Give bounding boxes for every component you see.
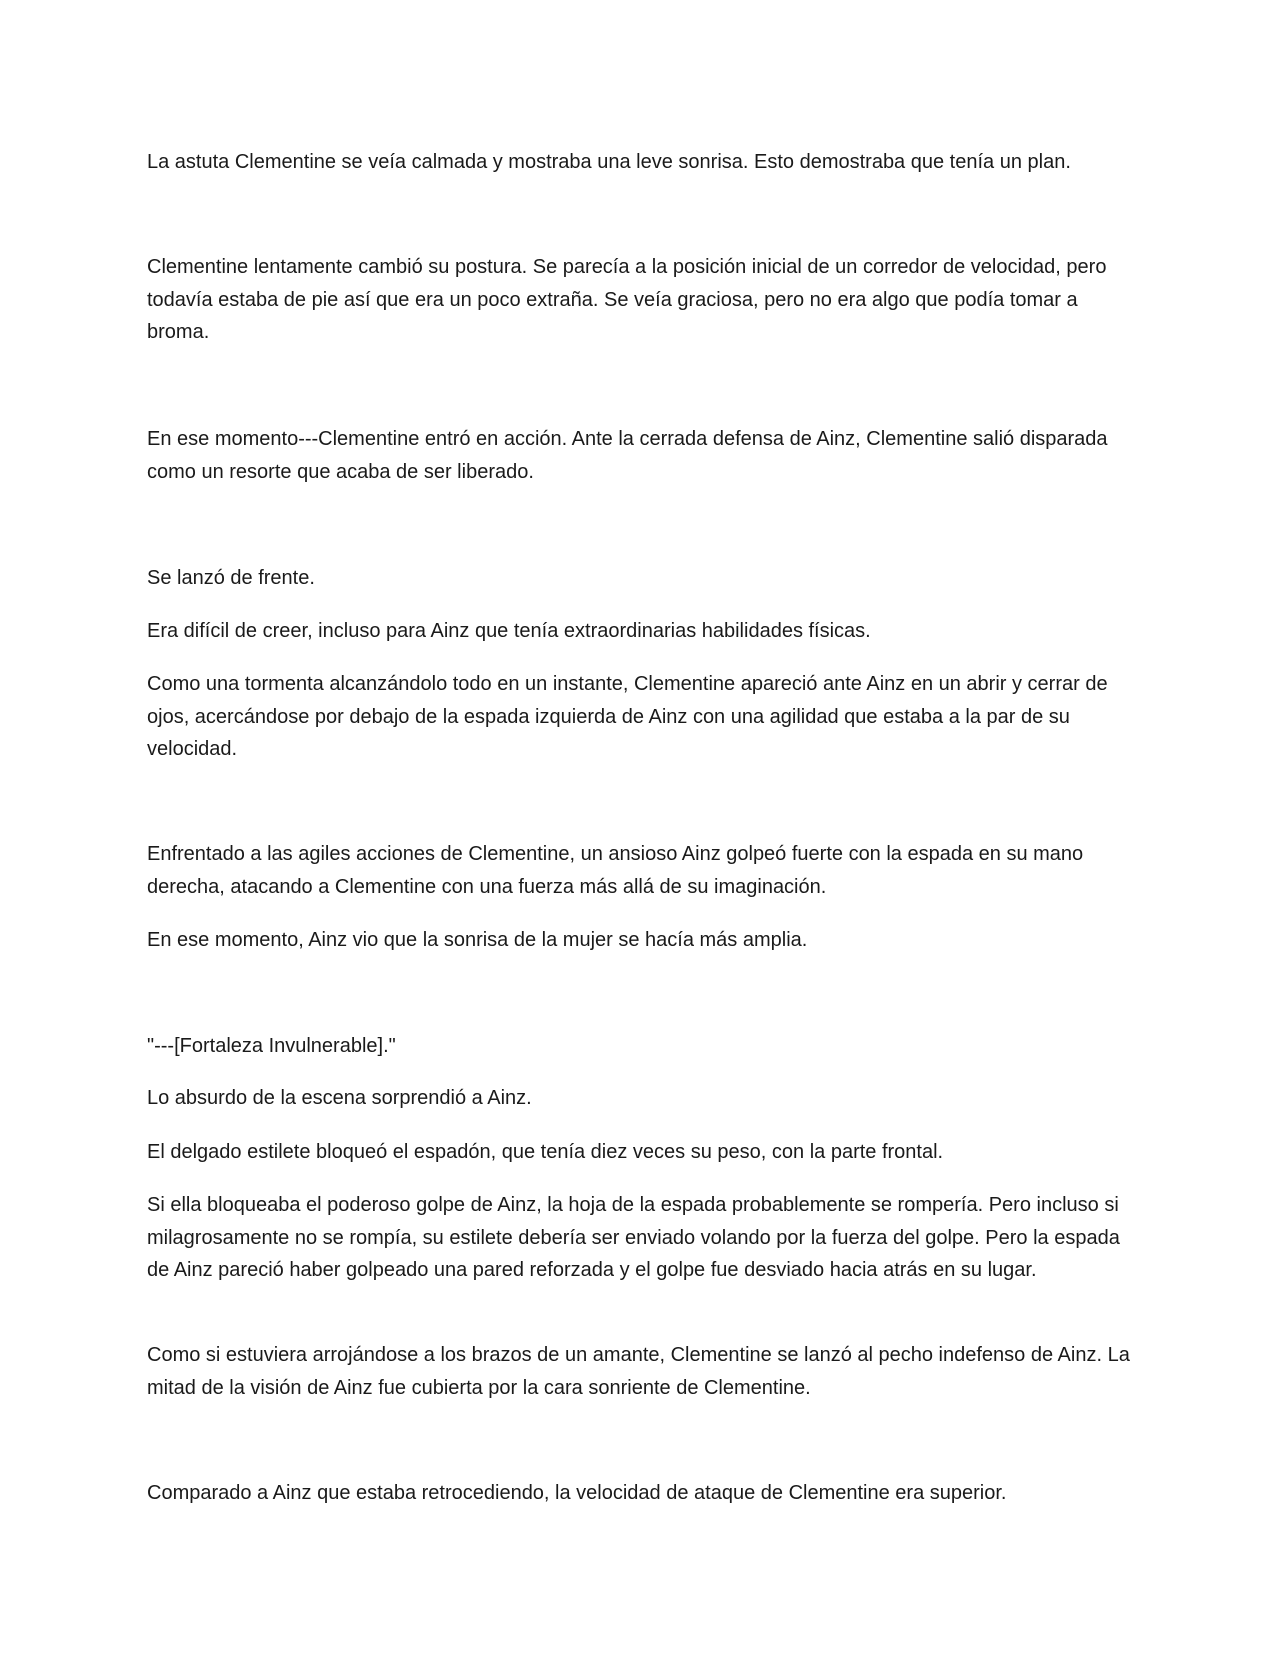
paragraph-12: Si ella bloqueaba el poderoso golpe de Ainz, la hoja de la espada probablemente se rompería. Pero incluso si milagrosamente no se rompía, su estilete debería ser enviado volando por la fuerza del golpe. Pero la espada de Ainz pareció haber golpeado una pared reforzada y el golpe fue desviado hacia atrás en su lugar.: [147, 1194, 1120, 1281]
paragraph-7: Enfrentado a las agiles acciones de Clementine, un ansioso Ainz golpeó fuerte con la espada en su mano derecha, atacando a Clementine con una fuerza más allá de su imaginación.: [147, 843, 1084, 898]
paragraph-9: "---[Fortaleza Invulnerable].": [147, 1035, 396, 1057]
paragraph-1: La astuta Clementine se veía calmada y mostraba una leve sonrisa. Esto demostraba que tenía un plan.: [147, 151, 1071, 173]
paragraph-14: Comparado a Ainz que estaba retrocediendo, la velocidad de ataque de Clementine era superior.: [147, 1482, 1007, 1504]
paragraph-10: Lo absurdo de la escena sorprendió a Ainz.: [147, 1087, 532, 1109]
paragraph-4: Se lanzó de frente.: [147, 567, 315, 589]
paragraph-5: Era difícil de creer, incluso para Ainz que tenía extraordinarias habilidades físicas.: [147, 620, 871, 642]
paragraph-6: Como una tormenta alcanzándolo todo en un instante, Clementine apareció ante Ainz en un abrir y cerrar de ojos, acercándose por debajo de la espada izquierda de Ainz con una agilidad que estaba a la par de su velocidad.: [147, 673, 1108, 760]
paragraph-8: En ese momento, Ainz vio que la sonrisa de la mujer se hacía más amplia.: [147, 929, 808, 951]
paragraph-13: Como si estuviera arrojándose a los brazos de un amante, Clementine se lanzó al pecho indefenso de Ainz. La mitad de la visión de Ainz fue cubierta por la cara sonriente de Clementine.: [147, 1344, 1130, 1399]
paragraph-11: El delgado estilete bloqueó el espadón, que tenía diez veces su peso, con la parte frontal.: [147, 1141, 944, 1163]
paragraph-3: En ese momento---Clementine entró en acción. Ante la cerrada defensa de Ainz, Clementine salió disparada como un resorte que acaba de ser liberado.: [147, 428, 1108, 483]
paragraph-2: Clementine lentamente cambió su postura. Se parecía a la posición inicial de un corredor de velocidad, pero todavía estaba de pie así que era un poco extraña. Se veía graciosa, pero no era algo que podía tomar a broma.: [147, 256, 1107, 343]
